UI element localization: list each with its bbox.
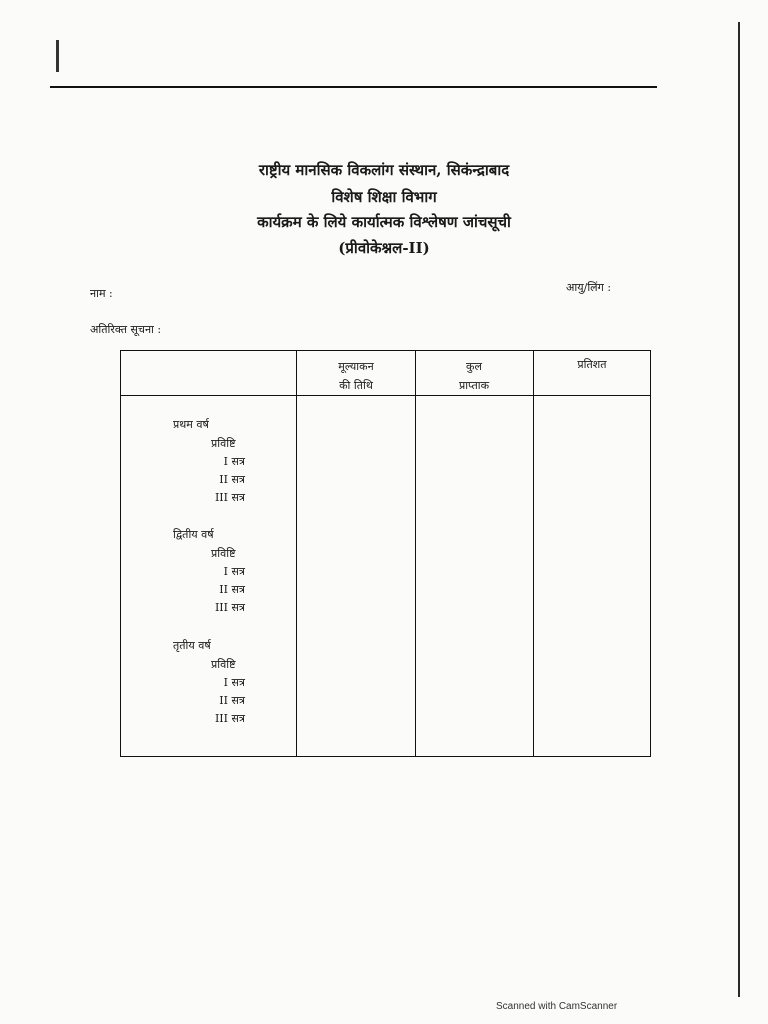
column-header-percentage [536, 355, 648, 374]
table-divider [533, 351, 534, 756]
year-label: प्रथम वर्ष [173, 418, 209, 431]
semester-label: III सत्र [214, 712, 245, 725]
column-header-line: की तिथि [339, 379, 373, 392]
column-header-line: मूल्याकन [338, 360, 374, 373]
additional-info-field-label: अतिरिक्त सूचना : [90, 323, 162, 336]
name-field-label: नाम : [90, 287, 113, 300]
column-header-total-score [418, 357, 530, 395]
semester-label: I सत्र [223, 455, 245, 468]
semester-label: I सत्र [223, 565, 245, 578]
semester-label: III सत्र [214, 601, 245, 614]
scanner-watermark: Scanned with CamScanner [496, 1001, 618, 1012]
institute-title: राष्ट्रीय मानसिक विकलांग संस्थान, सिकंन्द्राबाद [258, 161, 510, 179]
semester-label: II सत्र [219, 694, 245, 707]
entry-label: प्रविष्टि [211, 547, 236, 560]
column-header-date [299, 357, 413, 395]
level-title: (प्रीवोकेश्नल-II) [338, 239, 430, 257]
semester-label: III सत्र [214, 491, 245, 504]
column-header-line: कुल [466, 360, 482, 373]
year-label: द्वितीय वर्ष [173, 528, 214, 541]
semester-label: II सत्र [219, 473, 245, 486]
age-gender-field-label: आयु/लिंग : [566, 281, 612, 294]
table-divider [415, 351, 416, 756]
semester-label: I सत्र [223, 676, 245, 689]
entry-label: प्रविष्टि [211, 658, 236, 671]
table-divider [296, 351, 297, 756]
department-title: विशेष शिक्षा विभाग [331, 188, 437, 206]
checklist-title: कार्यक्रम के लिये कार्यात्मक विश्लेषण जांचसूची [257, 213, 511, 231]
year-label: तृतीय वर्ष [173, 639, 211, 652]
semester-label: II सत्र [219, 583, 245, 596]
column-header-line: प्रतिशत [577, 358, 607, 371]
column-header-line: प्राप्ताक [458, 379, 490, 392]
entry-label: प्रविष्टि [211, 437, 236, 450]
top-rule [50, 86, 657, 88]
table-header-divider [121, 395, 650, 396]
scan-mark [56, 40, 59, 72]
assessment-table [120, 350, 651, 757]
